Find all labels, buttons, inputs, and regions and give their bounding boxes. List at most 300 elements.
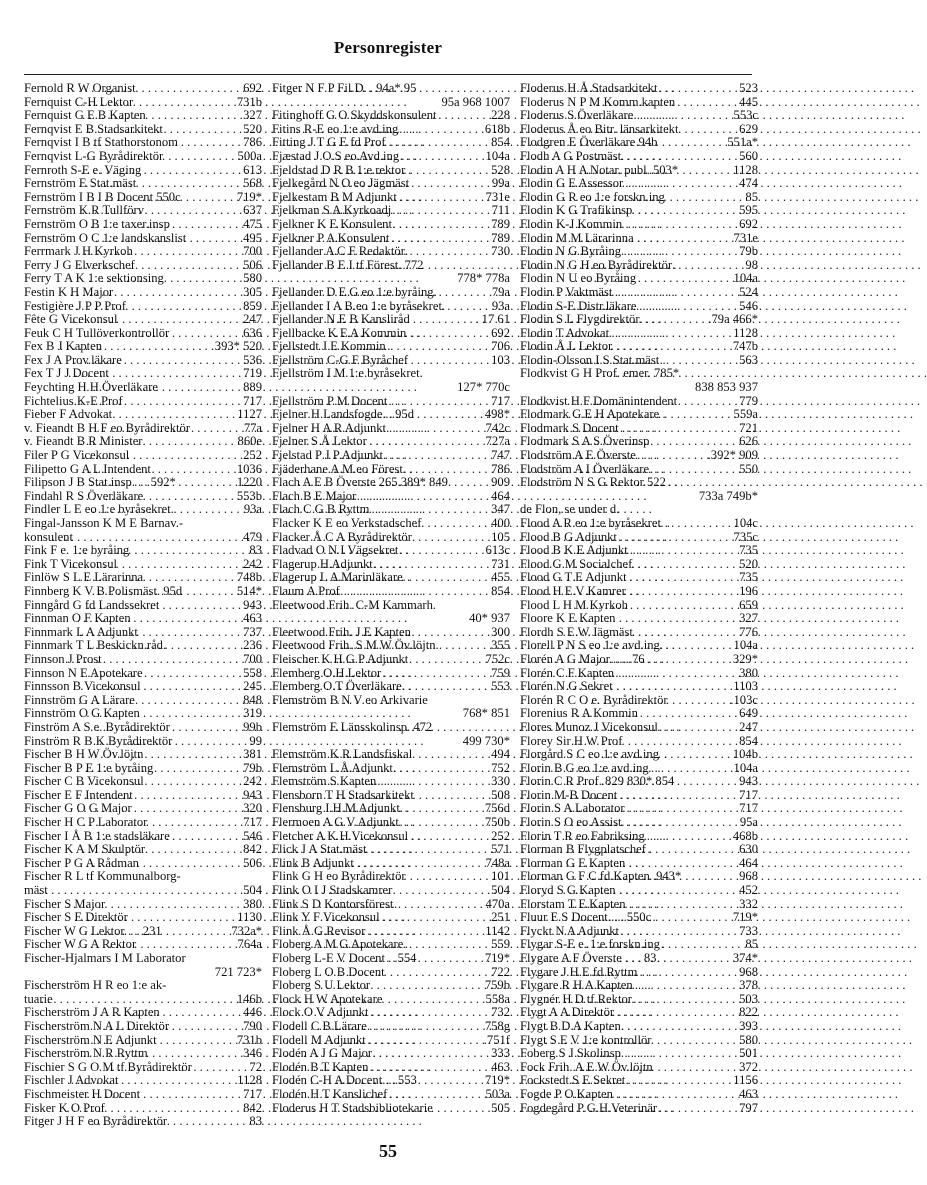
dot-leader [588, 164, 730, 178]
register-entry [272, 1020, 510, 1034]
entry-reference: 563 [739, 352, 758, 367]
entry-reference: 636 [243, 325, 262, 340]
entry-name: Flodén B T Kapten [272, 1059, 369, 1074]
register-entry [272, 884, 510, 898]
entry-name: Fischer C B Vicekonsul [24, 774, 144, 789]
register-entry [272, 82, 510, 96]
dot-leader [569, 789, 736, 803]
register-entry [520, 463, 758, 477]
entry-reference: 327 [243, 108, 262, 123]
register-entry [24, 191, 262, 205]
dot-leader [566, 680, 730, 694]
dot-leader [582, 408, 730, 422]
entry-name: Flacker Å C A Byrådirektör [272, 529, 412, 544]
entry-reference: 378 [739, 978, 758, 993]
entry-name: Flemström K R Landsfiskal [272, 747, 413, 762]
dot-leader [589, 775, 736, 789]
dot-leader [74, 911, 234, 925]
entry-name: Flood A R eo 1:e byråsekret [520, 516, 661, 530]
entry-name: Fernquist G E B Kapten [24, 108, 146, 123]
dot-leader [66, 1102, 240, 1116]
dot-leader [318, 925, 482, 939]
register-entry [24, 123, 262, 137]
dot-leader [336, 1074, 482, 1088]
dot-leader [571, 1074, 730, 1088]
register-entry [272, 843, 510, 857]
entry-name: Fjelstad P J P Adjunkt [272, 448, 384, 463]
entry-name: Fjelkner K E Konsulent [272, 216, 392, 231]
register-entry [24, 571, 262, 585]
entry-name: Florman G F C fd Kapten .943* [520, 869, 682, 884]
entry-reference: 498* [484, 407, 510, 422]
dot-leader [80, 490, 234, 504]
entry-reference: 520 [739, 556, 758, 571]
entry-name: Flach C G B Ryttm [272, 502, 370, 517]
register-entry [272, 1061, 510, 1075]
dot-leader [336, 748, 488, 762]
entry-name: Fleetwood Frih. S M W Öv.löjtn. [272, 638, 439, 653]
register-entry [272, 259, 510, 273]
dot-leader [322, 558, 488, 572]
register-entry [520, 979, 758, 993]
entry-name: Fischer B H W Öv.löjtn [24, 747, 144, 762]
entry-name: Flood L H M Kyrkoh [520, 597, 628, 612]
entry-name: Flagerup L A Marinläkare [272, 570, 403, 585]
entry-name: Fjelner H Landsfogde. . 95d [272, 407, 414, 422]
entry-reference: 1128 [733, 325, 758, 340]
dot-leader [321, 503, 488, 517]
register-entry [272, 531, 510, 545]
entry-reference: 1127 [237, 407, 262, 422]
dot-leader [568, 612, 736, 626]
entry-name: Finström R B K Byrådirektör [24, 733, 173, 748]
register-entry [272, 993, 510, 1007]
register-entry [272, 748, 510, 762]
entry-name: Fisker K O Prof [24, 1100, 105, 1115]
dot-leader [90, 476, 234, 490]
entry-reference: 400 [491, 516, 510, 530]
entry-name: Finnström G A Lärare [24, 692, 135, 707]
register-entry [272, 395, 510, 409]
entry-reference: 252 [491, 828, 510, 843]
register-entry [24, 272, 262, 286]
entry-reference: 889 [243, 380, 262, 395]
entry-name: Flodin K-J Kommin [520, 216, 623, 231]
dot-leader [583, 517, 731, 531]
dot-leader [334, 164, 488, 178]
register-entry [24, 218, 262, 232]
dot-leader [572, 802, 736, 816]
register-entry [272, 626, 510, 640]
entry-reference: 551a* [727, 135, 758, 150]
dot-leader [65, 653, 240, 667]
register-entry [520, 327, 758, 341]
entry-name: Findler L E eo 1:e byråsekret. [24, 502, 174, 517]
entry-name: Flodin S-E Distr.läkare [520, 298, 637, 313]
entry-name: Flores Munoz J Vicekonsul [520, 719, 658, 734]
register-entry [24, 1088, 262, 1102]
register-column-2 [272, 82, 510, 1115]
register-entry [272, 966, 510, 980]
entry-reference: 649 [739, 706, 758, 721]
entry-name: Florén C F Kapten [520, 665, 615, 680]
entry-name: Flodström A E Överste [520, 448, 636, 463]
dot-leader [330, 544, 482, 558]
dot-leader [52, 531, 240, 545]
entry-reference: 618b [484, 121, 510, 136]
dot-leader [569, 313, 705, 327]
entry-name: Fischer I Å B 1:e stadsläkare [24, 828, 170, 843]
dot-leader [91, 1115, 246, 1129]
entry-reference: 93a [491, 298, 510, 313]
register-entry [24, 395, 262, 409]
entry-name: Flodin M M Lärarinna [520, 230, 634, 245]
dot-leader [330, 123, 482, 137]
entry-name: Florén A G Major . . . 76 [520, 651, 645, 666]
entry-name: Fjelner S Å Lektor [272, 434, 367, 449]
entry-name: Flygar S-E e. 1:e forskn.ing [520, 937, 660, 952]
register-entry [24, 313, 262, 327]
dot-leader [324, 775, 488, 789]
register-entry [520, 1020, 758, 1034]
entry-reference: 630 [739, 842, 758, 857]
entry-name: v. Fieandt B H F eo Byrådirektör [24, 420, 191, 435]
dot-leader [330, 150, 482, 164]
entry-reference: 692 [739, 216, 758, 231]
entry-name: Floderus N P M Komm.kapten [520, 94, 676, 109]
entry-reference: 735c [733, 529, 758, 544]
register-entry [24, 938, 262, 952]
entry-reference: 1103 [733, 679, 758, 694]
entry-name: Florman G E Kapten [520, 855, 626, 870]
entry-name: Florin M-B Docent [520, 787, 618, 802]
entry-name: Fletcher A K H Vicekonsul [272, 828, 409, 843]
entry-name: konsulent [24, 529, 73, 544]
dot-leader [74, 395, 240, 409]
entry-reference: 553c [733, 108, 758, 123]
entry-reference: 329* [732, 651, 758, 666]
entry-reference: 85 [745, 189, 758, 204]
entry-line: Fischerström H R eo 1:e ak- [24, 978, 167, 993]
entry-reference: 247 [243, 312, 262, 327]
entry-name: Flodén C-H A Docent. . .553 [272, 1073, 417, 1088]
register-entry [520, 313, 758, 327]
entry-name: Florén N G Sekret [520, 679, 613, 694]
entry-reference: 514* [236, 583, 262, 598]
entry-reference: 95a [739, 815, 758, 830]
register-entry [520, 925, 758, 939]
dot-leader [334, 245, 488, 259]
entry-reference: 536 [243, 352, 262, 367]
entry-reference: 146b [236, 991, 262, 1006]
entry-reference: 474 [739, 176, 758, 191]
entry-name: Florin S A Laborator [520, 801, 625, 816]
page-title: Personregister [333, 38, 443, 57]
entry-name: Floderus H T Stadsbibliotekarie [272, 1100, 433, 1115]
dot-leader [82, 463, 234, 477]
register-entry [520, 1006, 758, 1020]
register-entry [520, 204, 758, 218]
entry-reference: 786 [243, 135, 262, 150]
register-entry [272, 435, 510, 449]
dot-leader [570, 925, 736, 939]
register-entry [24, 490, 262, 504]
dot-leader [320, 843, 488, 857]
register-entry [520, 82, 758, 96]
register-entry [272, 911, 510, 925]
dot-leader [589, 96, 736, 110]
entry-name: Florell P N S eo 1:e avd.ing. [520, 638, 663, 653]
dot-leader [346, 259, 507, 273]
register-entry [24, 748, 262, 762]
entry-reference: 327 [739, 611, 758, 626]
dot-leader [343, 82, 507, 96]
dot-leader [584, 354, 736, 368]
entry-reference: 503 [739, 991, 758, 1006]
dot-leader [582, 748, 730, 762]
register-entry [272, 857, 510, 871]
entry-name: Fitinghoff G O Skyddskonsulent [272, 108, 437, 123]
register-entry [272, 952, 510, 966]
register-entry [272, 816, 510, 830]
dot-leader [596, 367, 755, 381]
entry-continuation: 778* 778a [457, 271, 510, 286]
entry-name: Fjellbacke K E A Kommin [272, 325, 407, 340]
entry-name: Floberg L O B Docent [272, 964, 385, 979]
entry-reference: 464 [491, 488, 510, 503]
dot-leader [335, 408, 482, 422]
dot-leader [576, 300, 736, 314]
entry-name: Flodén A J G Major [272, 1046, 373, 1061]
entry-reference: 730 [491, 244, 510, 259]
entry-name: Ferrmark J H Kyrkoh [24, 244, 133, 259]
dot-leader [80, 857, 240, 871]
entry-reference: 700 [243, 244, 262, 259]
entry-name: Festin K H Major [24, 284, 114, 299]
register-entry [24, 911, 262, 925]
dot-leader [325, 993, 483, 1007]
register-entry [272, 218, 510, 232]
entry-reference: 475 [243, 216, 262, 231]
entry-reference: 717 [491, 393, 510, 408]
entry-name: Flygt B D A Kapten [520, 1018, 621, 1033]
dot-leader [326, 1088, 482, 1102]
dot-leader [339, 517, 488, 531]
header-rule [24, 74, 752, 75]
entry-reference: 494 [491, 747, 510, 762]
entry-continuation: 40* 937 [469, 611, 510, 626]
register-entry [24, 476, 262, 490]
dot-leader [580, 843, 737, 857]
entry-reference: 468b [732, 828, 758, 843]
dot-leader [330, 884, 488, 898]
entry-reference: 506 [243, 257, 262, 272]
dot-leader [567, 286, 736, 300]
entry-reference: 98 [745, 257, 758, 272]
dot-leader [334, 870, 488, 884]
dot-leader [573, 599, 736, 613]
entry-name: Flensborn T H Stadsarkitekt [272, 787, 414, 802]
entry-reference: 731e [485, 189, 510, 204]
dot-leader [85, 762, 240, 776]
register-entry [272, 300, 510, 314]
entry-reference: 470a [485, 896, 510, 911]
register-entry [272, 177, 510, 191]
entry-name: Fjellström C-G F Byråchef [272, 352, 409, 367]
register-entry [520, 816, 758, 830]
entry-name: Fjellander N E B Kansliråd [272, 312, 410, 327]
register-entry [520, 667, 758, 681]
register-entry [272, 979, 510, 993]
entry-name: Fernström E Stat.mäst [24, 176, 137, 191]
entry-reference: 737 [243, 624, 262, 639]
dot-leader [333, 571, 488, 585]
register-entry [520, 843, 758, 857]
entry-reference: 854 [491, 135, 510, 150]
dot-leader [80, 707, 240, 721]
register-entry [272, 327, 510, 341]
entry-name: Flodin-Olsson I S Stat.mäst [520, 352, 660, 367]
register-entry [272, 463, 510, 477]
register-entry [24, 544, 262, 558]
entry-reference: 479 [243, 529, 262, 544]
dot-leader [319, 1020, 482, 1034]
entry-continuation: 721 723* [214, 964, 262, 979]
entry-name: Florin B G eo 1:e avd.ing [520, 760, 649, 775]
entry-reference: 789 [491, 216, 510, 231]
dot-leader [77, 802, 240, 816]
register-entry [520, 96, 758, 110]
entry-name: Fitins R-E eo 1:e avd.ing [272, 121, 399, 136]
entry-name: Fitting J T G E fd Prof [272, 135, 386, 150]
entry-reference: 692 [491, 325, 510, 340]
register-entry [24, 177, 262, 191]
entry-reference: 330 [491, 774, 510, 789]
entry-name: Flink Å G Revisor [272, 923, 366, 938]
register-entry [520, 109, 758, 123]
entry-reference: 717 [739, 787, 758, 802]
entry-name: Fieber F Advokat [24, 407, 113, 422]
entry-line: Fingal-Jansson K M E Barnav.- [24, 516, 184, 530]
dot-leader [83, 816, 240, 830]
entry-reference: 756d [484, 801, 510, 816]
dot-leader [79, 626, 240, 640]
dot-leader [581, 435, 736, 449]
entry-reference: 72 [249, 1059, 262, 1074]
register-entry [520, 164, 758, 178]
entry-reference: 455 [491, 570, 510, 585]
entry-reference: 524 [739, 284, 758, 299]
entry-name: mäst [24, 883, 48, 898]
entry-name: Flink S D Kontorsförest [272, 896, 394, 911]
entry-name: Flemström S Kapten [272, 774, 377, 789]
entry-reference: 848 [243, 692, 262, 707]
register-entry [520, 721, 758, 735]
entry-reference: 242 [243, 556, 262, 571]
entry-reference: 659 [739, 597, 758, 612]
entry-name: Fischer P G A Rådman [24, 855, 139, 870]
entry-name: Finnsson B Vicekonsul [24, 679, 141, 694]
entry-name: Finnberg K V B Polismäst. 95d [24, 583, 183, 598]
dot-leader [86, 150, 234, 164]
entry-reference: 719* [484, 1073, 510, 1088]
entry-name: Flygnér H D tf Rektor [520, 991, 632, 1006]
dot-leader [573, 544, 736, 558]
entry-reference: 242 [243, 774, 262, 789]
entry-name: Flodin S L Flygdirektör [520, 312, 640, 327]
register-entry [24, 435, 262, 449]
register-entry [24, 1020, 262, 1034]
entry-reference: 558 [243, 665, 262, 680]
register-entry [24, 136, 262, 150]
entry-reference: 380 [739, 665, 758, 680]
entry-name: Flodell M Adjunkt [272, 1032, 366, 1047]
entry-reference: 252 [243, 448, 262, 463]
entry-name: Fjellström P M Docent [272, 393, 388, 408]
register-entry [24, 884, 262, 898]
entry-name: Feuk C H Tullöverkontrollör [24, 325, 170, 340]
entry-reference: 842 [243, 842, 262, 857]
entry-reference: 463 [491, 1059, 510, 1074]
register-entry [24, 775, 262, 789]
entry-name: Flodén H T Kanslichef [272, 1086, 388, 1101]
register-column-1 [24, 82, 262, 1129]
entry-name: Fex T J J Docent [24, 366, 109, 381]
dot-leader [70, 286, 240, 300]
register-entry [520, 259, 758, 273]
dot-leader [309, 585, 488, 599]
dot-leader [336, 177, 489, 191]
entry-reference: 523 [739, 81, 758, 95]
dot-leader [81, 667, 240, 681]
dot-leader [575, 626, 736, 640]
register-entry [520, 735, 758, 749]
dot-leader [570, 422, 736, 436]
register-entry [272, 802, 510, 816]
register-entry [24, 898, 262, 912]
dot-leader [318, 1034, 481, 1048]
register-entry [24, 1115, 262, 1129]
dot-leader [92, 503, 241, 517]
entry-reference: 504 [243, 883, 262, 898]
dot-leader [80, 1088, 240, 1102]
dot-leader [68, 367, 240, 381]
entry-name: Flemberg O H Lektor [272, 665, 382, 680]
entry-reference: 553b [236, 488, 262, 503]
register-entry [272, 191, 510, 205]
entry-reference: 613c [485, 543, 510, 558]
dot-leader [573, 571, 736, 585]
dot-leader [336, 531, 488, 545]
entry-reference: 731b [236, 94, 262, 109]
register-entry [520, 517, 758, 531]
dot-leader [335, 830, 488, 844]
dot-leader [571, 218, 736, 232]
page-number: 55 [379, 1141, 397, 1161]
entry-reference: 464 [739, 855, 758, 870]
entry-name: Flodin Å L Lektor [520, 339, 613, 354]
entry-reference: 854 [739, 733, 758, 748]
entry-reference: 717 [243, 393, 262, 408]
entry-reference: 355 [491, 638, 510, 653]
dot-leader [571, 150, 736, 164]
register-column-3 [520, 82, 758, 1115]
register-entry [520, 571, 758, 585]
entry-reference: 721 [739, 420, 758, 435]
entry-name: Flink Y F Vicekonsul [272, 910, 380, 925]
entry-reference: 196 [739, 583, 758, 598]
entry-name: Fête G Vicekonsul [24, 312, 118, 327]
